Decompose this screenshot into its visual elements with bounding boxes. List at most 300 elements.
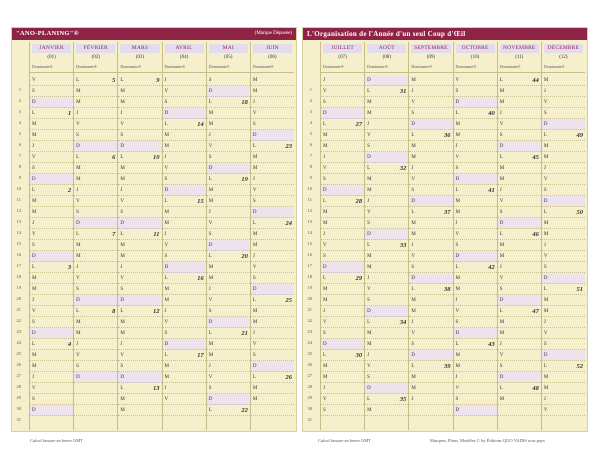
day-row[interactable] [163,229,206,240]
day-row[interactable] [409,405,452,416]
day-row[interactable] [30,196,73,207]
day-row[interactable] [118,97,161,108]
day-row[interactable] [409,339,452,350]
day-row[interactable] [321,75,364,86]
day-row[interactable] [365,141,408,152]
day-row[interactable] [30,229,73,240]
day-row[interactable] [321,141,364,152]
day-row[interactable] [251,196,294,207]
day-row[interactable] [251,207,294,218]
day-row[interactable] [321,185,364,196]
day-row[interactable] [251,317,294,328]
day-row[interactable] [74,163,117,174]
day-row[interactable] [118,185,161,196]
day-row[interactable] [409,152,452,163]
day-row[interactable] [409,174,452,185]
day-row[interactable] [542,240,585,251]
day-row[interactable] [409,361,452,372]
day-row[interactable] [118,251,161,262]
day-row[interactable] [118,350,161,361]
day-row[interactable] [542,383,585,394]
day-row[interactable] [207,130,250,141]
day-row[interactable] [365,306,408,317]
day-row[interactable] [30,207,73,218]
day-row[interactable] [251,229,294,240]
day-row[interactable] [542,372,585,383]
day-row[interactable] [163,174,206,185]
day-row[interactable] [118,317,161,328]
day-row[interactable] [365,174,408,185]
day-row[interactable] [498,218,541,229]
day-row[interactable] [74,328,117,339]
day-row[interactable] [542,207,585,218]
day-row[interactable] [454,284,497,295]
day-row[interactable] [321,273,364,284]
day-row[interactable] [454,240,497,251]
day-row[interactable] [542,141,585,152]
day-row[interactable] [30,284,73,295]
day-row[interactable] [542,361,585,372]
day-row[interactable] [409,306,452,317]
day-row[interactable] [74,75,117,86]
day-row[interactable] [321,339,364,350]
day-row[interactable] [365,405,408,416]
day-row[interactable] [409,163,452,174]
day-row[interactable] [163,306,206,317]
day-row[interactable] [207,174,250,185]
day-row[interactable] [251,350,294,361]
day-row[interactable] [163,394,206,405]
day-row[interactable] [118,86,161,97]
day-row[interactable] [454,163,497,174]
day-row[interactable] [542,328,585,339]
day-row[interactable] [498,163,541,174]
day-row[interactable] [30,339,73,350]
day-row[interactable] [30,295,73,306]
day-row[interactable] [74,350,117,361]
day-row[interactable] [542,86,585,97]
day-row[interactable] [454,86,497,97]
day-row[interactable] [118,295,161,306]
day-row[interactable] [409,383,452,394]
day-row[interactable] [74,273,117,284]
day-row[interactable] [321,130,364,141]
day-row[interactable] [207,306,250,317]
day-row[interactable] [409,108,452,119]
day-row[interactable] [74,130,117,141]
day-row[interactable] [251,174,294,185]
day-row[interactable] [542,306,585,317]
day-row[interactable] [207,163,250,174]
day-row[interactable] [74,119,117,130]
day-row[interactable] [251,119,294,130]
day-row[interactable] [207,339,250,350]
day-row[interactable] [74,86,117,97]
day-row[interactable] [454,229,497,240]
day-row[interactable] [118,273,161,284]
day-row[interactable] [251,251,294,262]
day-row[interactable] [118,108,161,119]
day-row[interactable] [498,328,541,339]
day-row[interactable] [454,108,497,119]
day-row[interactable] [207,350,250,361]
day-row[interactable] [30,86,73,97]
day-row[interactable] [30,163,73,174]
day-row[interactable] [163,361,206,372]
day-row[interactable] [454,185,497,196]
day-row[interactable] [365,207,408,218]
day-row[interactable] [365,152,408,163]
day-row[interactable] [74,251,117,262]
day-row[interactable] [30,218,73,229]
day-row[interactable] [251,262,294,273]
day-row[interactable] [498,339,541,350]
day-row[interactable] [409,295,452,306]
day-row[interactable] [542,218,585,229]
day-row[interactable] [454,75,497,86]
day-row[interactable] [30,119,73,130]
day-row[interactable] [542,350,585,361]
day-row[interactable] [498,284,541,295]
day-row[interactable] [118,262,161,273]
day-row[interactable] [163,240,206,251]
day-row[interactable] [365,262,408,273]
day-row[interactable] [409,317,452,328]
day-row[interactable] [454,317,497,328]
day-row[interactable] [365,339,408,350]
day-row[interactable] [163,75,206,86]
day-row[interactable] [74,405,117,416]
day-row[interactable] [409,372,452,383]
day-row[interactable] [74,262,117,273]
day-row[interactable] [321,262,364,273]
day-row[interactable] [409,130,452,141]
day-row[interactable] [74,229,117,240]
day-row[interactable] [498,196,541,207]
day-row[interactable] [409,251,452,262]
day-row[interactable] [542,273,585,284]
day-row[interactable] [454,372,497,383]
day-row[interactable] [409,207,452,218]
day-row[interactable] [30,372,73,383]
day-row[interactable] [409,273,452,284]
day-row[interactable] [74,306,117,317]
day-row[interactable] [498,86,541,97]
day-row[interactable] [321,108,364,119]
day-row[interactable] [30,251,73,262]
day-row[interactable] [365,229,408,240]
day-row[interactable] [321,295,364,306]
day-row[interactable] [542,262,585,273]
day-row[interactable] [365,196,408,207]
day-row[interactable] [409,328,452,339]
day-row[interactable] [498,350,541,361]
day-row[interactable] [207,317,250,328]
day-row[interactable] [409,262,452,273]
day-row[interactable] [498,394,541,405]
day-row[interactable] [365,108,408,119]
day-row[interactable] [321,383,364,394]
day-row[interactable] [498,97,541,108]
day-row[interactable] [74,141,117,152]
day-row[interactable] [454,119,497,130]
day-row[interactable] [542,163,585,174]
day-row[interactable] [542,185,585,196]
day-row[interactable] [74,174,117,185]
day-row[interactable] [118,163,161,174]
day-row[interactable] [207,229,250,240]
day-row[interactable] [251,284,294,295]
day-row[interactable] [498,75,541,86]
day-row[interactable] [498,229,541,240]
day-row[interactable] [454,251,497,262]
day-row[interactable] [251,405,294,416]
day-row[interactable] [251,328,294,339]
day-row[interactable] [118,339,161,350]
day-row[interactable] [207,240,250,251]
day-row[interactable] [542,251,585,262]
day-row[interactable] [498,152,541,163]
day-row[interactable] [542,75,585,86]
day-row[interactable] [74,207,117,218]
day-row[interactable] [30,75,73,86]
day-row[interactable] [542,130,585,141]
day-row[interactable] [251,185,294,196]
day-row[interactable] [454,262,497,273]
day-row[interactable] [321,119,364,130]
day-row[interactable] [498,141,541,152]
day-row[interactable] [365,119,408,130]
day-row[interactable] [118,141,161,152]
day-row[interactable] [207,372,250,383]
day-row[interactable] [409,229,452,240]
day-row[interactable] [498,383,541,394]
day-row[interactable] [454,306,497,317]
day-row[interactable] [454,273,497,284]
day-row[interactable] [207,86,250,97]
day-row[interactable] [454,394,497,405]
day-row[interactable] [118,218,161,229]
day-row[interactable] [251,86,294,97]
day-row[interactable] [321,163,364,174]
day-row[interactable] [542,317,585,328]
day-row[interactable] [498,405,541,416]
day-row[interactable] [321,240,364,251]
day-row[interactable] [163,86,206,97]
day-row[interactable] [409,75,452,86]
day-row[interactable] [365,317,408,328]
day-row[interactable] [163,152,206,163]
day-row[interactable] [74,361,117,372]
day-row[interactable] [118,75,161,86]
day-row[interactable] [365,97,408,108]
day-row[interactable] [454,196,497,207]
day-row[interactable] [251,273,294,284]
day-row[interactable] [163,119,206,130]
day-row[interactable] [542,339,585,350]
day-row[interactable] [542,119,585,130]
day-row[interactable] [118,174,161,185]
day-row[interactable] [498,273,541,284]
day-row[interactable] [30,383,73,394]
day-row[interactable] [365,75,408,86]
day-row[interactable] [542,196,585,207]
day-row[interactable] [74,383,117,394]
day-row[interactable] [118,394,161,405]
day-row[interactable] [118,383,161,394]
day-row[interactable] [542,405,585,416]
day-row[interactable] [30,394,73,405]
day-row[interactable] [251,383,294,394]
day-row[interactable] [365,361,408,372]
day-row[interactable] [542,284,585,295]
day-row[interactable] [207,394,250,405]
day-row[interactable] [454,207,497,218]
day-row[interactable] [74,152,117,163]
day-row[interactable] [30,97,73,108]
day-row[interactable] [365,240,408,251]
day-row[interactable] [321,284,364,295]
day-row[interactable] [163,185,206,196]
day-row[interactable] [207,218,250,229]
day-row[interactable] [409,196,452,207]
day-row[interactable] [74,185,117,196]
day-row[interactable] [30,306,73,317]
day-row[interactable] [118,130,161,141]
day-row[interactable] [251,361,294,372]
day-row[interactable] [409,284,452,295]
day-row[interactable] [163,284,206,295]
day-row[interactable] [251,306,294,317]
day-row[interactable] [163,372,206,383]
day-row[interactable] [163,141,206,152]
day-row[interactable] [74,284,117,295]
day-row[interactable] [321,251,364,262]
day-row[interactable] [365,86,408,97]
day-row[interactable] [321,152,364,163]
day-row[interactable] [454,130,497,141]
day-row[interactable] [30,240,73,251]
day-row[interactable] [207,405,250,416]
day-row[interactable] [498,306,541,317]
day-row[interactable] [163,273,206,284]
day-row[interactable] [321,372,364,383]
day-row[interactable] [542,174,585,185]
day-row[interactable] [251,130,294,141]
day-row[interactable] [30,141,73,152]
day-row[interactable] [409,350,452,361]
day-row[interactable] [498,185,541,196]
day-row[interactable] [163,218,206,229]
day-row[interactable] [74,108,117,119]
day-row[interactable] [498,174,541,185]
day-row[interactable] [207,196,250,207]
day-row[interactable] [365,350,408,361]
day-row[interactable] [30,328,73,339]
day-row[interactable] [118,207,161,218]
day-row[interactable] [163,163,206,174]
day-row[interactable] [321,361,364,372]
day-row[interactable] [163,262,206,273]
day-row[interactable] [74,218,117,229]
day-row[interactable] [365,328,408,339]
day-row[interactable] [207,251,250,262]
day-row[interactable] [365,273,408,284]
day-row[interactable] [207,295,250,306]
day-row[interactable] [207,207,250,218]
day-row[interactable] [163,251,206,262]
day-row[interactable] [498,251,541,262]
day-row[interactable] [163,295,206,306]
day-row[interactable] [409,218,452,229]
day-row[interactable] [207,284,250,295]
day-row[interactable] [321,350,364,361]
day-row[interactable] [163,196,206,207]
day-row[interactable] [498,295,541,306]
day-row[interactable] [454,350,497,361]
day-row[interactable] [30,185,73,196]
day-row[interactable] [321,86,364,97]
day-row[interactable] [454,339,497,350]
day-row[interactable] [409,119,452,130]
day-row[interactable] [207,361,250,372]
day-row[interactable] [251,108,294,119]
day-row[interactable] [542,229,585,240]
day-row[interactable] [74,295,117,306]
day-row[interactable] [321,394,364,405]
day-row[interactable] [118,361,161,372]
day-row[interactable] [454,328,497,339]
day-row[interactable] [163,97,206,108]
day-row[interactable] [454,97,497,108]
day-row[interactable] [207,185,250,196]
day-row[interactable] [365,394,408,405]
day-row[interactable] [207,383,250,394]
day-row[interactable] [498,361,541,372]
day-row[interactable] [30,108,73,119]
day-row[interactable] [251,295,294,306]
day-row[interactable] [207,108,250,119]
day-row[interactable] [454,174,497,185]
day-row[interactable] [498,207,541,218]
day-row[interactable] [251,240,294,251]
day-row[interactable] [498,372,541,383]
day-row[interactable] [163,350,206,361]
day-row[interactable] [74,339,117,350]
day-row[interactable] [163,328,206,339]
day-row[interactable] [251,141,294,152]
day-row[interactable] [365,383,408,394]
day-row[interactable] [30,174,73,185]
day-row[interactable] [163,405,206,416]
day-row[interactable] [30,152,73,163]
day-row[interactable] [365,130,408,141]
day-row[interactable] [207,328,250,339]
day-row[interactable] [321,207,364,218]
day-row[interactable] [365,372,408,383]
day-row[interactable] [409,394,452,405]
day-row[interactable] [118,405,161,416]
day-row[interactable] [207,97,250,108]
day-row[interactable] [118,372,161,383]
day-row[interactable] [498,317,541,328]
day-row[interactable] [321,306,364,317]
day-row[interactable] [365,284,408,295]
day-row[interactable] [30,262,73,273]
day-row[interactable] [409,97,452,108]
day-row[interactable] [454,152,497,163]
day-row[interactable] [30,350,73,361]
